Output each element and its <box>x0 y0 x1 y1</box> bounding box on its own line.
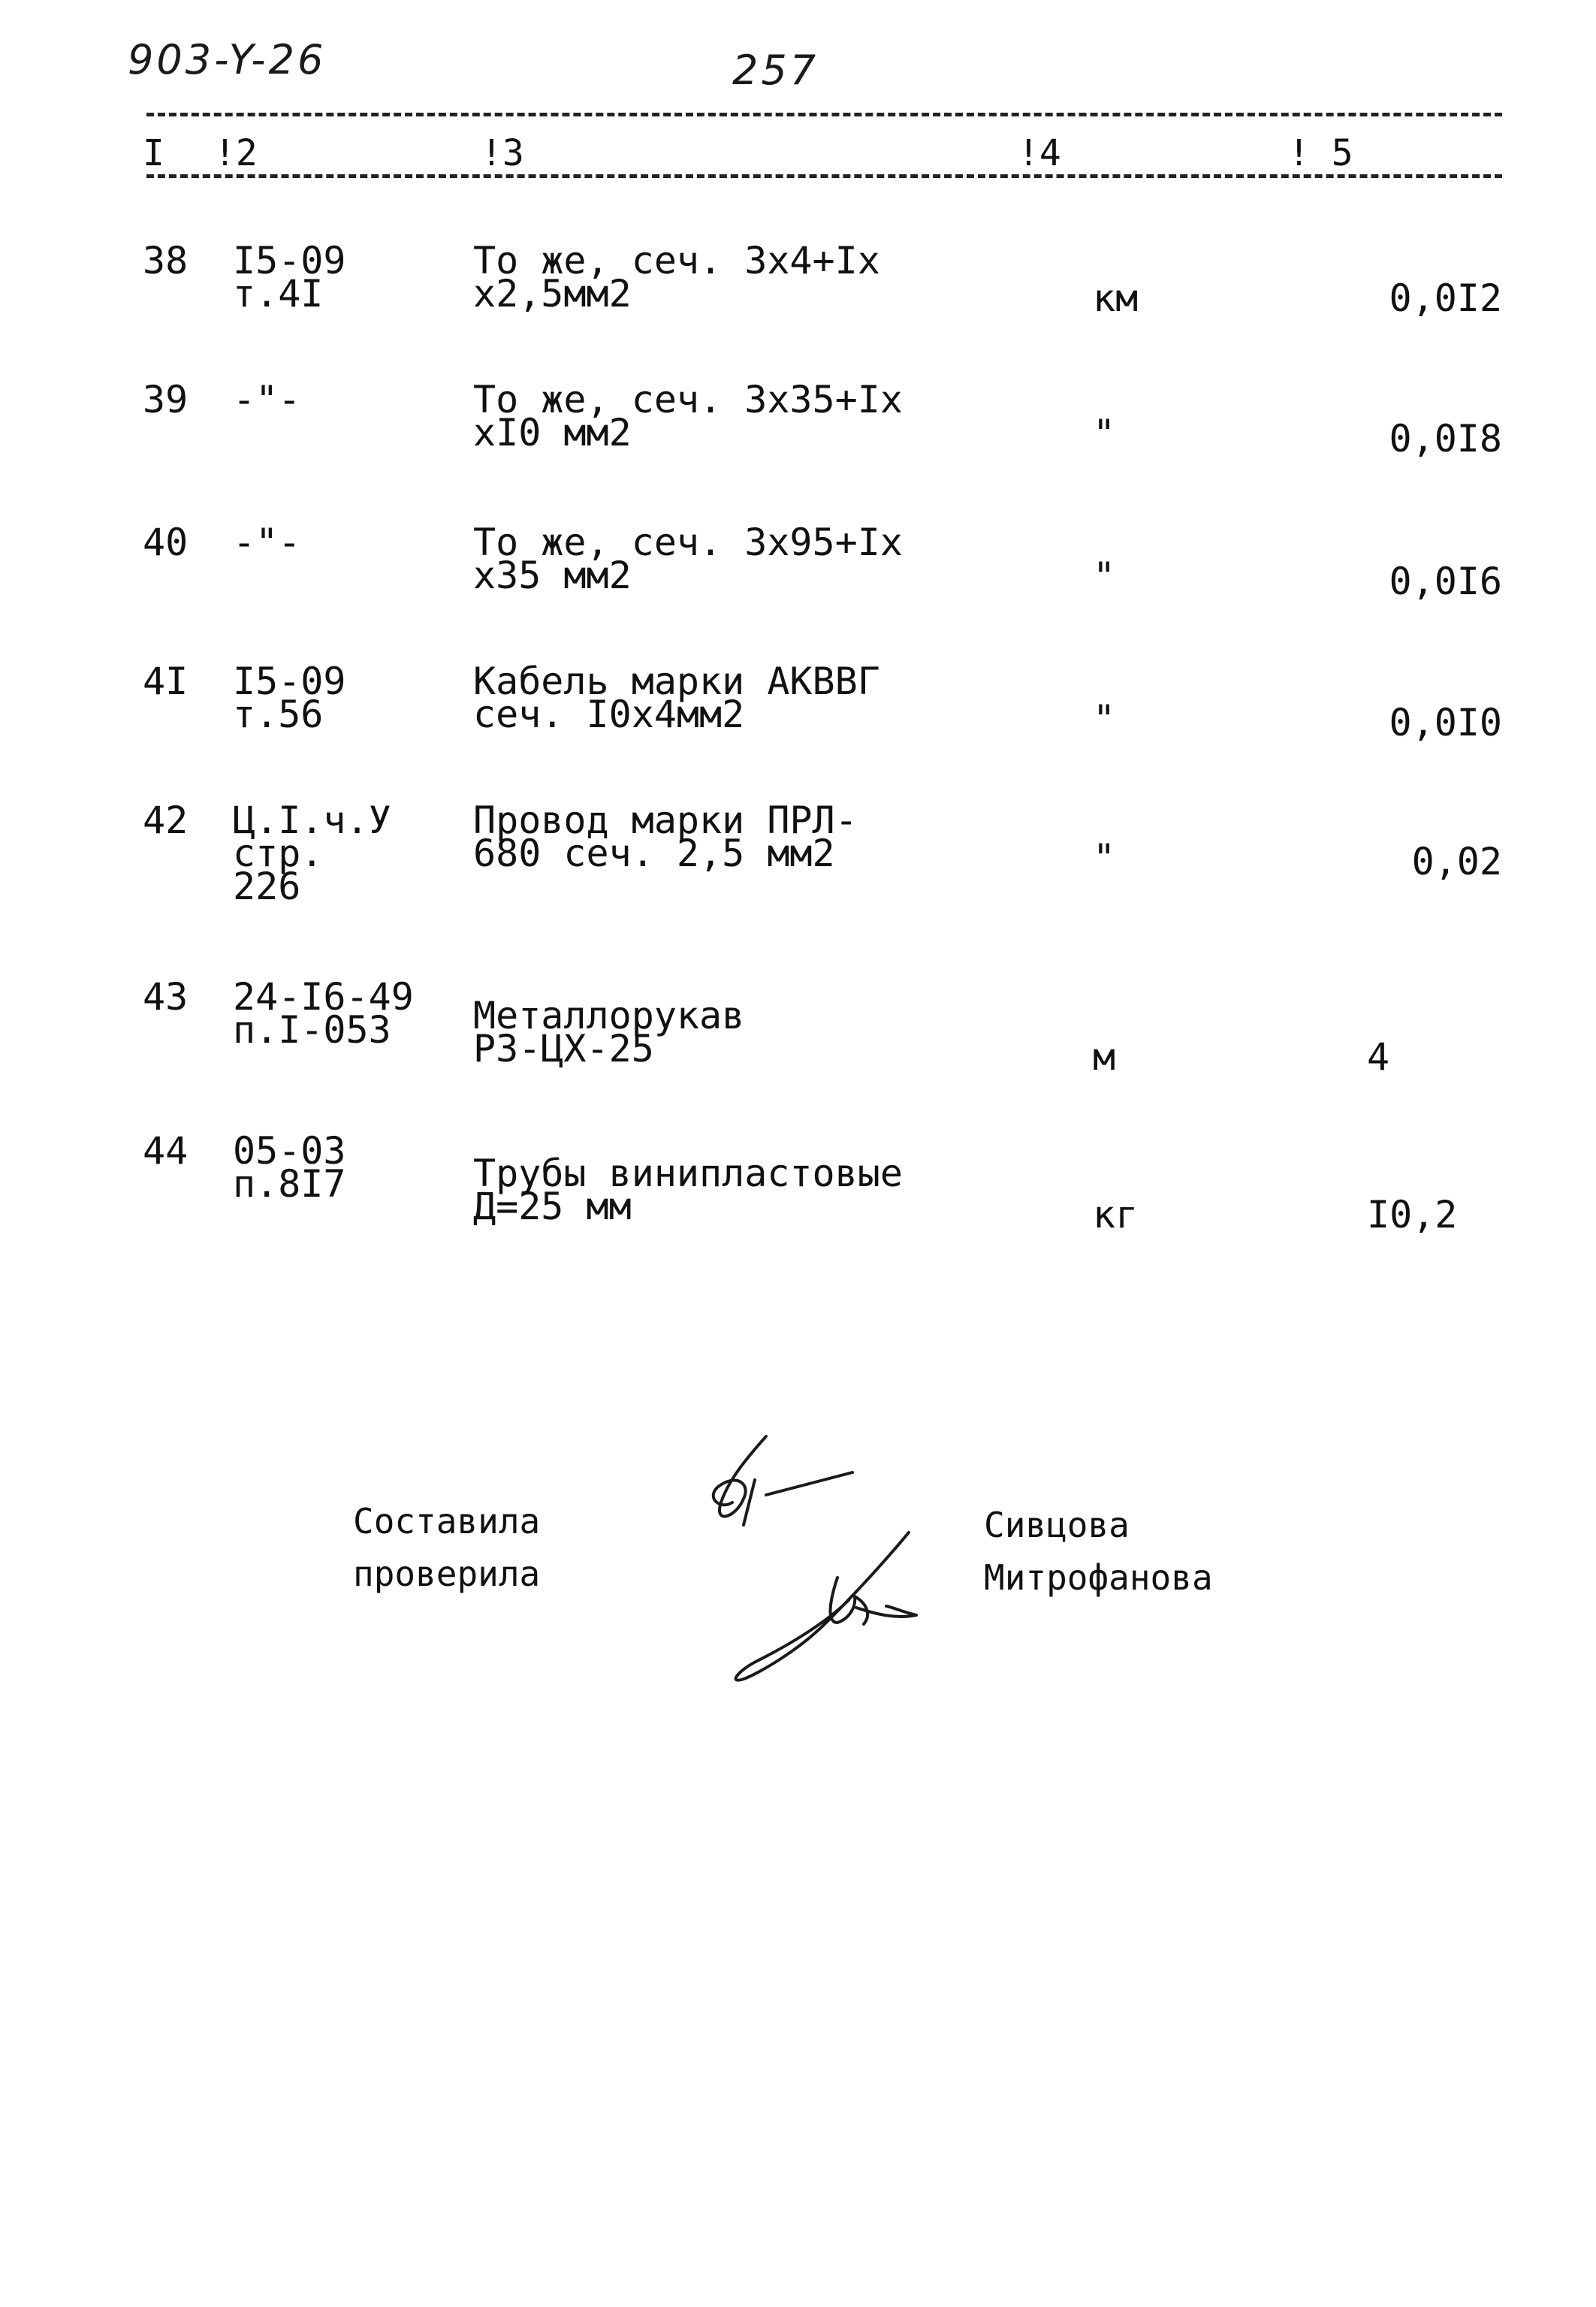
compiled-by-name: Сивцова <box>984 1505 1130 1545</box>
handwritten-signatures <box>676 1427 946 1698</box>
row-name: То же, сеч. 3х4+Iх х2,5мм2 <box>473 239 880 316</box>
row-number: 4I <box>143 660 189 703</box>
row-quantity: I0,2 <box>1367 1193 1458 1237</box>
header-rule-top <box>146 113 1502 116</box>
row-number: 40 <box>143 521 189 564</box>
column-header-5: ! 5 <box>1288 132 1353 174</box>
checked-by-label: проверила <box>353 1554 541 1594</box>
row-name: Кабель марки АКВВГ сеч. I0х4мм2 <box>473 660 880 736</box>
row-name: Металлорукав РЗ-ЦХ-25 <box>473 994 745 1070</box>
row-quantity: 0,02 <box>1411 840 1502 883</box>
row-number: 42 <box>143 799 189 842</box>
column-header-2: !2 <box>214 132 258 174</box>
column-header-1: I <box>143 132 164 174</box>
checked-by-name: Митрофанова <box>984 1557 1213 1598</box>
row-unit: " <box>1093 697 1116 741</box>
row-code: 05-03 п.8I7 <box>233 1129 346 1206</box>
row-unit: " <box>1093 554 1116 598</box>
row-code: -"- <box>233 378 301 421</box>
row-number: 44 <box>143 1129 189 1173</box>
document-code: 903-Y-26 <box>128 36 327 83</box>
page-number: 257 <box>732 47 819 94</box>
compiled-by-label: Составила <box>353 1501 541 1542</box>
row-code: I5-09 т.56 <box>233 660 346 736</box>
row-quantity: 4 <box>1367 1035 1390 1079</box>
row-code: -"- <box>233 521 301 564</box>
row-quantity: 0,0I2 <box>1389 276 1502 320</box>
column-header-3: !3 <box>481 132 524 174</box>
signature-checked <box>736 1532 916 1680</box>
row-code: 24-I6-49 п.I-053 <box>233 975 414 1052</box>
row-quantity: 0,0I0 <box>1389 701 1502 744</box>
row-unit: км <box>1093 276 1139 320</box>
row-quantity: 0,0I6 <box>1389 560 1502 603</box>
row-number: 38 <box>143 239 189 282</box>
column-header-4: !4 <box>1018 132 1061 174</box>
row-number: 43 <box>143 975 189 1019</box>
row-name: То же, сеч. 3х95+Iх х35 мм2 <box>473 521 903 597</box>
row-unit: " <box>1093 836 1116 880</box>
row-unit: кг <box>1093 1193 1139 1237</box>
row-quantity: 0,0I8 <box>1389 417 1502 460</box>
row-code: I5-09 т.4I <box>233 239 346 316</box>
row-code: Ц.I.ч.У стр. 226 <box>233 799 391 908</box>
row-unit: м <box>1093 1035 1116 1079</box>
row-name: Провод марки ПРЛ- 680 сеч. 2,5 мм2 <box>473 799 858 875</box>
row-unit: " <box>1093 412 1116 455</box>
row-number: 39 <box>143 378 189 421</box>
signature-compiled <box>714 1436 852 1525</box>
header-rule-bottom <box>146 174 1502 178</box>
row-name: Трубы винипластовые Д=25 мм <box>473 1152 903 1228</box>
row-name: То же, сеч. 3х35+Iх хI0 мм2 <box>473 378 903 454</box>
